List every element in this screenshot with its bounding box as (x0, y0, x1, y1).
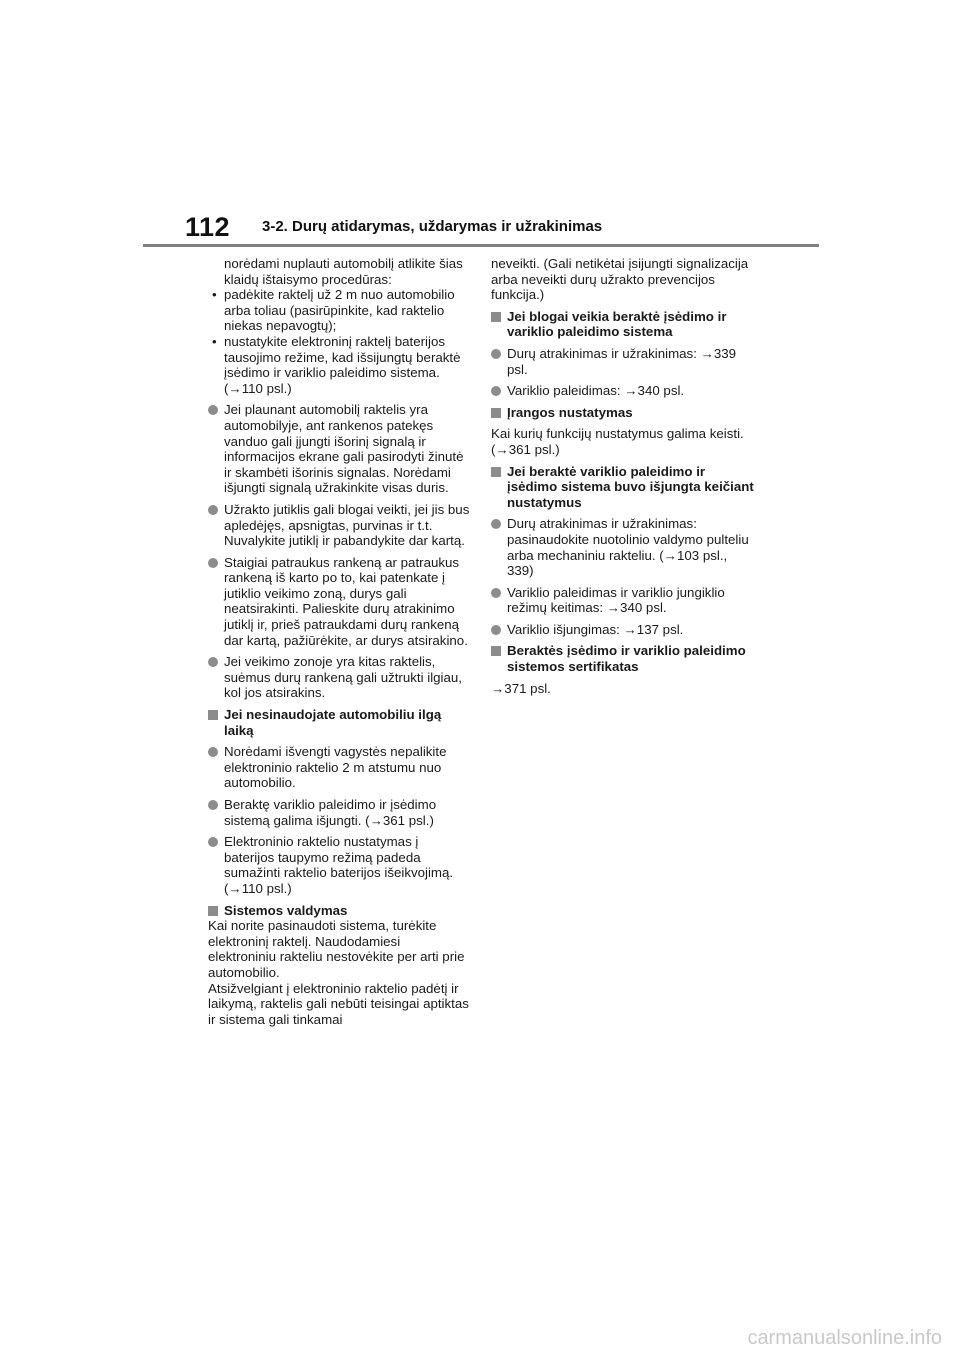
subheading: Jei nesinaudojate automobiliu ilgą laiką (208, 707, 470, 738)
subheading: Įrangos nustatymas (491, 405, 755, 421)
paragraph: Kai norite pasinaudoti sistema, turėkite elektroninį raktelį. Naudodamiesi elektroniniu rakteliu nestovėkite per arti prie automobilio. (208, 918, 465, 980)
paragraph: →371 psl. (491, 680, 551, 696)
section-title: 3-2. Durų atidarymas, uždarymas ir užrakinimas (262, 218, 603, 235)
bullet-dot-icon (491, 349, 501, 359)
page-number: 112 (185, 212, 231, 242)
square-marker-icon (208, 906, 218, 916)
bullet-dot-icon (208, 747, 218, 757)
square-marker-icon (491, 408, 501, 418)
bullet-item: Variklio paleidimas: →340 psl. (491, 383, 755, 399)
bullet-item: Norėdami išvengti vagystės nepalikite elektroninio raktelio 2 m atstumu nuo automobilio. (208, 744, 470, 791)
right-column (491, 256, 755, 696)
bullet-dot-icon (208, 405, 218, 415)
bullet-item: Jei veikimo zonoje yra kitas raktelis, suėmus durų rankeną gali užtrukti ilgiau, kol jos atsirakins. (208, 654, 470, 701)
bullet-dot-icon (491, 519, 501, 529)
bullet-dot-icon (491, 588, 501, 598)
subheading: Jei blogai veikia beraktė įsėdimo ir variklio paleidimo sistema (491, 309, 755, 340)
header-rule (143, 244, 819, 247)
paragraph: Kai kurių funkcijų nustatymus galima keisti. (→361 psl.) (491, 426, 744, 457)
bullet-dot-icon (208, 800, 218, 810)
bullet-dot-icon (208, 558, 218, 568)
bullet-dot-icon (208, 837, 218, 847)
subheading: Jei beraktė variklio paleidimo ir įsėdimo sistema buvo išjungta keičiant nustatymus (491, 464, 755, 511)
bullet-item: Durų atrakinimas ir užrakinimas: pasinaudokite nuotolinio valdymo pulteliu arba mechaniniu rakteliu. (→103 psl., 339) (491, 516, 755, 578)
square-marker-icon (491, 646, 501, 656)
sub-item: • padėkite raktelį už 2 m nuo automobilio arba toliau (pasirūpinkite, kad raktelio niekas nepavogtų); (212, 287, 455, 334)
square-marker-icon (491, 312, 501, 322)
paragraph: Atsižvelgiant į elektroninio raktelio padėtį ir laikymą, raktelis gali nebūti teisingai aptiktas ir sistema gali tinkamai (208, 980, 469, 1027)
square-marker-icon (208, 710, 218, 720)
sub-item: • nustatykite elektroninį raktelį baterijos tausojimo režime, kad išsijungtų beraktė įsėdimo ir variklio paleidimo sistema. (→110 psl.) (212, 333, 461, 396)
bullet-item: Elektroninio raktelio nustatymas į baterijos taupymo režimą padeda sumažinti raktelio baterijos išeikvojimą. (→110 psl.) (208, 834, 470, 896)
subheading: Beraktės įsėdimo ir variklio paleidimo sistemos sertifikatas (491, 643, 755, 674)
bullet-item: Beraktę variklio paleidimo ir įsėdimo sistemą galima išjungti. (→361 psl.) (208, 797, 470, 828)
bullet-item: Jei plaunant automobilį raktelis yra automobilyje, ant rankenos patekęs vanduo gali įjungti išorinį signalą ir informacijos ekrane gali pasirodyti žinutė ir skambėti išorinis signalas. Norėdami išjungti signalą užrakinkite visas duris. (208, 402, 470, 496)
paragraph: neveikti. (Gali netikėtai įsijungti signalizacija arba neveikti durų užrakto prevencijos funkcija.) (491, 256, 749, 303)
bullet-item: Užrakto jutiklis gali blogai veikti, jei jis bus apledėjęs, apsnigtas, purvinas ir t.t. Nuvalykite jutiklį ir pabandykite dar kartą. (208, 502, 470, 549)
bullet-dot-icon (491, 386, 501, 396)
watermark: carmanualsonline.info (747, 1327, 942, 1349)
bullet-item: Staigiai patraukus rankeną ar patraukus rankeną iš karto po to, kai patenkate į jutiklio veikimo zoną, durys gali neatsirakinti. Palieskite durų atrakinimo jutiklį ir, prieš patraukdami durų rankeną dar kartą, pažiūrėkite, ar durys atsirakino. (208, 555, 470, 649)
left-column (208, 256, 470, 1027)
bullet-item: Variklio paleidimas ir variklio jungiklio režimų keitimas: →340 psl. (491, 585, 755, 616)
bullet-item: Variklio išjungimas: →137 psl. (491, 622, 755, 638)
bullet-dot-icon (208, 505, 218, 515)
square-marker-icon (491, 467, 501, 477)
subheading: Sistemos valdymas (208, 903, 470, 919)
bullet-dot-icon (491, 625, 501, 635)
intro-text: norėdami nuplauti automobilį atlikite šias klaidų ištaisymo procedūras: (224, 256, 463, 287)
bullet-dot-icon (208, 657, 218, 667)
bullet-item: Durų atrakinimas ir užrakinimas: →339 psl. (491, 346, 755, 377)
